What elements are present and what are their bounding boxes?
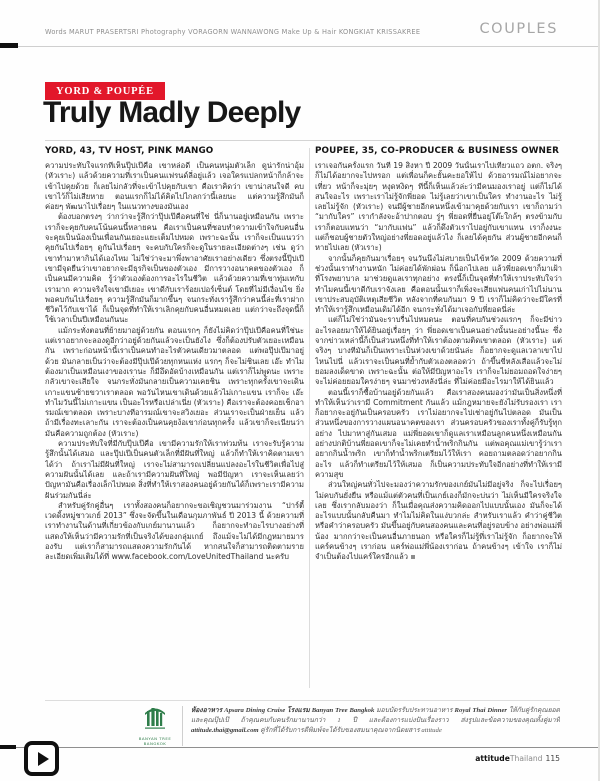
tree-icon — [143, 707, 167, 732]
banyan-tree-logo — [136, 707, 174, 746]
crop-mark-top — [0, 43, 18, 48]
footer-text-segment: ให้กับคู่รักคุณยอดและคุณปุ๊ปเป๊ ถ้าคุณคบกับคนรักมานานกว่า 1 ปี และต้องการแบ่งปันเรื่องราว ส่งรูปและข้อความของคุณทั้งคู่มาที่ — [191, 707, 560, 724]
column-poupee — [315, 146, 562, 695]
paragraph: เราเจอกันครั้งแรก วันที่ 19 สิงหา ปี 2009 วันนั้นเราไปเที่ยวแถว อตก. จริงๆ ก็ไม่ได้อยากจะไปหรอก แต่เพื่อนก็คะยั้นคะยอให้ไป ด้วยอารมณ์ไม่อยากจะเที่ยว หน้าก็จะมุ่ยๆ หงุดหงิดๆ ทีนี้ก็เห็นแล้วล่ะว่ามีคนมองเราอยู่ แต่ก็ไม่ได้สนใจอะไร เพราะเราไม่รู้จักพี่ยอด ไม่รู้เลยว่าเขาเป็นใคร ทำงานอะไร ไม่รู้เลยไม่รู้จัก (หัวเราะ) จนมีผู้ชายอีกคนหนึ่งเข้ามาคุยด้วยกับเรา เขาก็ถามว่า “มากับใคร” เรากำลังจะอ้าปากตอบ รู่ๆ พี่ยอดที่ยืนอยู่โต๊ะใกล้ๆ ตรงข้ามกับเราก็ตอบแทนว่า “มากับแฟน” แล้วก็ดึงตัวเราไปอยู่กับเขาแทน เราก็งงนะ แต่ก็ชอบผู้ชายตัวใหญ่อย่างพี่ยอดอยู่แล้วไง ก็เลยได้คุยกัน ส่วนผู้ชายอีกคนก็หายไปเลย (หัวเราะ) — [315, 161, 562, 253]
column-text-yord — [45, 161, 304, 695]
promo-footer — [0, 706, 598, 748]
header-divider — [0, 46, 598, 47]
article-title: Truly Madly Deeply — [43, 96, 301, 129]
paragraph: ส่วนใหญ่คนทั่วไปจะมองว่าความรักของเกย์มันไม่มีอยู่จริง ก็จะไปเรื่อยๆ ไม่คบกันยั่งยืน หรือแม้แต่ตัวคนที่เป็นเกย์เองก็มักจะบ่นว่า ไม่เห็นมีใครจริงใจเลย ซึ่งเรากลับมองว่า ก็ในเมื่อคุณส่งความคิดออกไปแบบนั้นเอง มันก็จะได้อะไรแบบนั้นกลับคืนมา ทำไมไม่คิดในแง่บวกล่ะ สำหรับเราแล้ว คำว่าคู่ชีวิต หรือคำว่าครอบครัว มันขึ้นอยู่กับคนสองคนและคนที่อยู่รอบข้าง อย่างพ่อแม่พี่น้อง มากกว่าจะเป็นคนอื่นภายนอก หรือใครก็ไม่รู้ที่เราไม่รู้จัก ก็อยากจะให้แคร์คนข้างๆ เราก่อน แคร์พ่อแม่พี่น้องเราก่อน ถ้าคนข้างๆ เข้าใจ เราก็ไม่จำเป็นต้องไปแคร์ใครอีกแล้ว — [315, 480, 562, 562]
paragraph: จากนั้นก็คุยกันมาเรื่อยๆ จนวันนึงไม่สบายเป็นไข้หวัด 2009 ด้วยความที่ช่วงนั้นเราทำงานหนัก ไม่ค่อยได้พักผ่อน ก็น็อกไปเลย แล้วพี่ยอดเขาก็มาเฝ้าที่โรงพยาบาล มาช่วยดูแลเราทุกอย่าง ตรงนี้ก็เป็นจุดที่ทำให้เราประทับใจว่า ทำไมคนนี้เขาดีกับเราจังเลย คือตอนนั้นเราก็เพิ่งจะเสียแฟนคนเก่าไปไม่นาน เขาประสบอุบัติเหตุเสียชีวิต หลังจากที่คบกันมา 9 ปี เราก็ไม่คิดว่าจะมีใครที่ทำให้เรารู้สึกเหมือนเดิมได้อีก จนกระทั่งได้มาเจอกับพี่ยอดนี่ล่ะ — [315, 253, 562, 315]
footer-text-segment: ห้องอาหาร Apsara Dining Cruise โรงแรม Banyan Tree Bangkok — [191, 707, 377, 714]
section-label: COUPLES — [479, 21, 558, 37]
paragraph: ตอนนี้เราก็ซื้อบ้านอยู่ด้วยกันแล้ว คือเราสองคนมองว่ามันเป็นสิ่งหนึ่งที่ทำให้เห็นว่าเรามี Commitment กันแล้ว แม้กฎหมายจะยังไม่รับรองเรา เราก็อยากจะอยู่กันเป็นครอบครัว เราไม่อยากจะไปเช่าอยู่กันไปตลอด มันเป็นส่วนหนึ่งของการวางแผนอนาคตของเรา ส่วนครอบครัวของเราทั้งคู่ก็รับรู้ทุกอย่าง ไปมาหาสู่กันเสมอ แม่พี่ยอดเขาก็ดูแลเราเหมือนลูกคนหนึ่งเหมือนกัน อย่างปกติบ้านพี่ยอดเขาก็จะไม่เคยทำน้ำพริกกินกัน แต่พอคุณแม่เขารู้ว่าเราอยากกินน้ำพริก เขาก็ทำน้ำพริกเตรียมไว้ให้เรา คอยถามตลอดว่าอยากกินอะไร แล้วก็ทำเตรียมไว้ให้เสมอ ก็เป็นความประทับใจอีกอย่างที่ทำให้เรามีความสุข — [315, 387, 562, 479]
triangle-icon — [38, 752, 49, 766]
logo-text-line1: BANYAN TREE — [138, 736, 172, 741]
footer-text-segment: Royal Thai Dinner — [454, 707, 509, 714]
play-crop-mark — [24, 741, 59, 776]
column-header-poupee: POUPÉE, 35, CO-PRODUCER & BUSINESS OWNER — [315, 146, 560, 156]
paragraph: แม้กระทั่งตอนที่ย้ายมาอยู่ด้วยกัน ตอนแรกๆ ก็ยังไม่คิดว่าปุ๊ปเป๊คือคนที่ใช่นะ แต่เราอยากจะลองดูอีกว่าอยู่ด้วยกันแล้วจะเป็นยังไง ซึ่งก็ต้องปรับตัวเยอะเหมือนกัน เพราะก่อนหน้านี้เราเป็นคนทำอะไรตัวคนเดียวมาตลอด แต่พอปุ๊ปเป๊มาอยู่ด้วย มันกลายเป็นว่าจะต้องมีปุ๊ปเป๊ด้วยทุกหนแห่ง แรกๆ ก็จะไม่ชินเลย เอ๊ะ ทำไมต้องมาเป็นเหมือนเงาของเรานะ ก็มีอึดอัดบ้างเหมือนกัน แต่เราก็ไม่พูดนะ เพราะกลัวเขาจะเสียใจ จนกระทั่งมันกลายเป็นความเคยชิน เพราะทุกครั้งเขาจะเดินเกาะแขนซ้ายขวาเราตลอด พอวันไหนเขาเดินด้วยแล้วไม่เกาะแขน เราก็จะ เอ๊ะ ทำไมวันนี้ไม่เกาะแขน เป็นอะไรหรือเปล่าเนี่ย (หัวเราะ) คือเราจะต้องคอยเช็กอารมณ์เขาตลอด เพราะบางทีอารมณ์เขาจะสวิงเยอะ ส่วนเราจะเป็นฝ่ายเย็น แล้วถ้ามีเรื่องทะเลาะกัน เราจะต้องเป็นคนคุยง้อเขาก่อนทุกครั้ง แล้วเขาก็จะเนียนว่ามันคือความถูกต้อง (หัวเราะ) — [45, 325, 304, 438]
couple-tag: YORD & POUPÉE — [45, 82, 165, 100]
footer-text-segment: คู่รักที่ได้รับการตีพิมพ์จะได้รับของสมนาคุณจากนิตยสาร attitude — [260, 727, 442, 734]
brand-name: attitude — [475, 754, 510, 763]
column-text-poupee — [315, 161, 562, 695]
credits-line: Words MARUT PRASERTSRI Photography VORAGORN WANNAWONG Make Up & Hair KONGKIAT KRISSAKREE — [45, 28, 421, 36]
promo-text — [191, 706, 560, 747]
footer-divider-top — [45, 700, 560, 701]
paragraph: ความประทับใจแรกที่เห็นปุ๊ปเป๊คือ เขาหล่อดี เป็นคนหนุ่มตัวเล็ก ดูน่ารักน่าอุ้ม (หัวเราะ) แล้วด้วยความที่เราเป็นคนแฟรนด์ลี่อยู่แล้ว เจอใครแปลกหน้าก็กล้าจะเข้าไปคุยด้วย ก็เลยไม่กลัวที่จะเข้าไปคุยกับเขา คือเราคิดว่า เขาน่าสนใจดี คบเขาไว้ก็ไม่เสียหาย ตอนแรกก็ไม่ได้คิดไปไกลกว่านี้เลยนะ แต่ความรู้สึกมันก็ค่อยๆ พัฒนาไปเรื่อยๆ ในแนวทางของมันเอง — [45, 161, 304, 212]
paragraph: ต้องบอกตรงๆ ว่ากว่าจะรู้สึกว่าปุ๊ปเป๊คือคนที่ใช่ นี่ก็นานอยู่เหมือนกัน เพราะเราก็จะคุยกับคนโน้นคนนี้หลายคน คือเราเป็นคนที่ชอบทำความเข้าใจกับคนอื่น จะคุยเป็นน้องเป็นเพื่อนกันเยอะแยะเต็มไปหมด เพราะฉะนั้น เราก็จะเป็นแนวว่าคุยกันไปเรื่อยๆ ดูกันไปเรื่อยๆ จะคบกับใครก็จะดูในรายละเอียดต่างๆ เช่น ดูว่าเขาทำมาหากินได้เองไหม ไม่ใช่ว่าจะมาพึ่งพาอาศัยเราอย่างเดียว ซึ่งตรงนี้ปุ๊ปเป๊เขามีจุดยืนว่าเขาอยากจะมีธุรกิจเป็นของตัวเอง มีการวางอนาคตของตัวเอง ก็เป็นคนมีความคิด รู้ว่าตัวเองต้องการอะไรในชีวิต แล้วด้วยความที่เขาทุ่มเทกับเรามาก ความจริงใจเขามีเยอะ เขาดีกับเราร้อยเปอร์เซ็นต์ โดยที่ไม่มีเงื่อนไข ยิ่งพอคบกันไปเรื่อยๆ ความรู้สึกมันก็มากขึ้นๆ จนกระทั่งเรารู้สึกว่าคนนี้ล่ะที่เราฝากชีวิตไว้กับเขาได้ ก็เป็นจุดที่ทำให้เราเลิกคุยกับคนอื่นหมดเลย แต่กว่าจะถึงจุดนี้ก็ใช้เวลาเป็นปีเหมือนกันนะ — [45, 212, 304, 325]
bottom-rule — [0, 747, 598, 748]
page-number: 115 — [545, 754, 560, 763]
paragraph: ความประทับใจที่มีกับปุ๊ปเป๊คือ เขามีความรักให้เราท่วมท้น เราจะรับรู้ความรู้สึกนั้นได้เสมอ และปุ๊ปเป๊เป็นคนตัวเล็กที่มีฝันที่ใหญ่ แล้วก็ทำให้เราคิดตามเขาได้ว่า ถ้าเราไม่มีฝันที่ใหญ่ เราจะไม่สามารถเปลี่ยนแปลงอะไรในชีวิตเพื่อไปสู่ความฝันนั้นได้เลย และถ้าเรามีความฝันที่ใหญ่ พอมีปัญหา เราจะเห็นเลยว่าปัญหามันคือเรื่องเล็กไปหมด สิ่งที่ทำให้เราสองคนอยู่ด้วยกันได้ก็เพราะเรามีความฝันร่วมกันนี่ล่ะ — [45, 439, 304, 500]
brand-suffix: Thailand — [509, 754, 543, 763]
column-divider — [309, 148, 310, 688]
paragraph: แต่ก็ไม่ใช่ว่ามันจะราบรื่นไปหมดนะ ตอนที่คบกันช่วงแรกๆ ก็จะมีข่าวอะไรลอยมาให้ได้ยินอยู่เรื่อยๆ ว่า พี่ยอดเขาเป็นคนอย่างนั้นนะอย่างนี้นะ ซึ่งจากข่าวเหล่านี้ก็เป็นส่วนหนึ่งที่ทำให้เราต้องตามติดเขาตลอด (หัวเราะ) แต่จริงๆ บางทีมันก็เป็นเพราะเป็นห่วงเขาด้วยนั่นล่ะ ก็อยากจะดูแลเวลาเขาไปไหนไปนี่ แล้วเราจะเป็นคนที่ย้ำกับตัวเองตลอดว่า ถ้าขึ้นขี่หลังเสือแล้วจะไม่ยอมลงเด็ดขาด เพราะฉะนั้น ต่อให้มีปัญหาอะไร เราก็จะไม่ยอมถอดใจง่ายๆ จะไม่ค่อยยอมใครง่ายๆ จนมาช่วงหลังนี่ล่ะ ที่ไม่ค่อยมีอะไรมาให้ได้ยินแล้ว — [315, 315, 562, 387]
column-header-yord: YORD, 43, TV HOST, PINK MANGO — [45, 146, 214, 156]
title-divider — [45, 140, 560, 141]
footer-vertical-divider — [182, 706, 183, 746]
paragraph: สำหรับคู่รักคู่อื่นๆ เราทั้งสองคนก็อยากจะขอเชิญชวนมาร่วมงาน “ปาร์ตี้เวดดิ้งหมู่ชาวเกย์ 2013” ซึ่งจะจัดขึ้นในเดือนกุมภาพันธ์ ปี 2013 นี้ ด้วยความที่เราทำงานในด้านที่เกี่ยวข้องกับเกย์มานานแล้ว ก็อยากจะทำอะไรบางอย่างที่แสดงให้เห็นว่ามีความรักที่เป็นจริงได้ของกลุ่มเกย์ ถึงแม้จะไม่ได้มีกฎหมายมารองรับ แต่เราก็สามารถแสดงความรักกันได้ หากสนใจก็สามารถติดตามรายละเอียดเพิ่มเติมได้ที่ www.facebook.com/LoveUnitedThailand นะครับ — [45, 500, 304, 562]
footer-text-segment: มอบบัตรรับประทานอาหาร — [376, 707, 455, 714]
logo-text-line2: BANGKOK — [143, 741, 167, 746]
end-of-article-mark — [411, 555, 415, 559]
crop-mark-bottom — [0, 745, 16, 749]
article-body — [45, 146, 562, 698]
column-yord — [45, 146, 304, 695]
page-footer — [475, 754, 560, 763]
footer-text-segment: attitude.thai@gmail.com — [191, 727, 261, 734]
